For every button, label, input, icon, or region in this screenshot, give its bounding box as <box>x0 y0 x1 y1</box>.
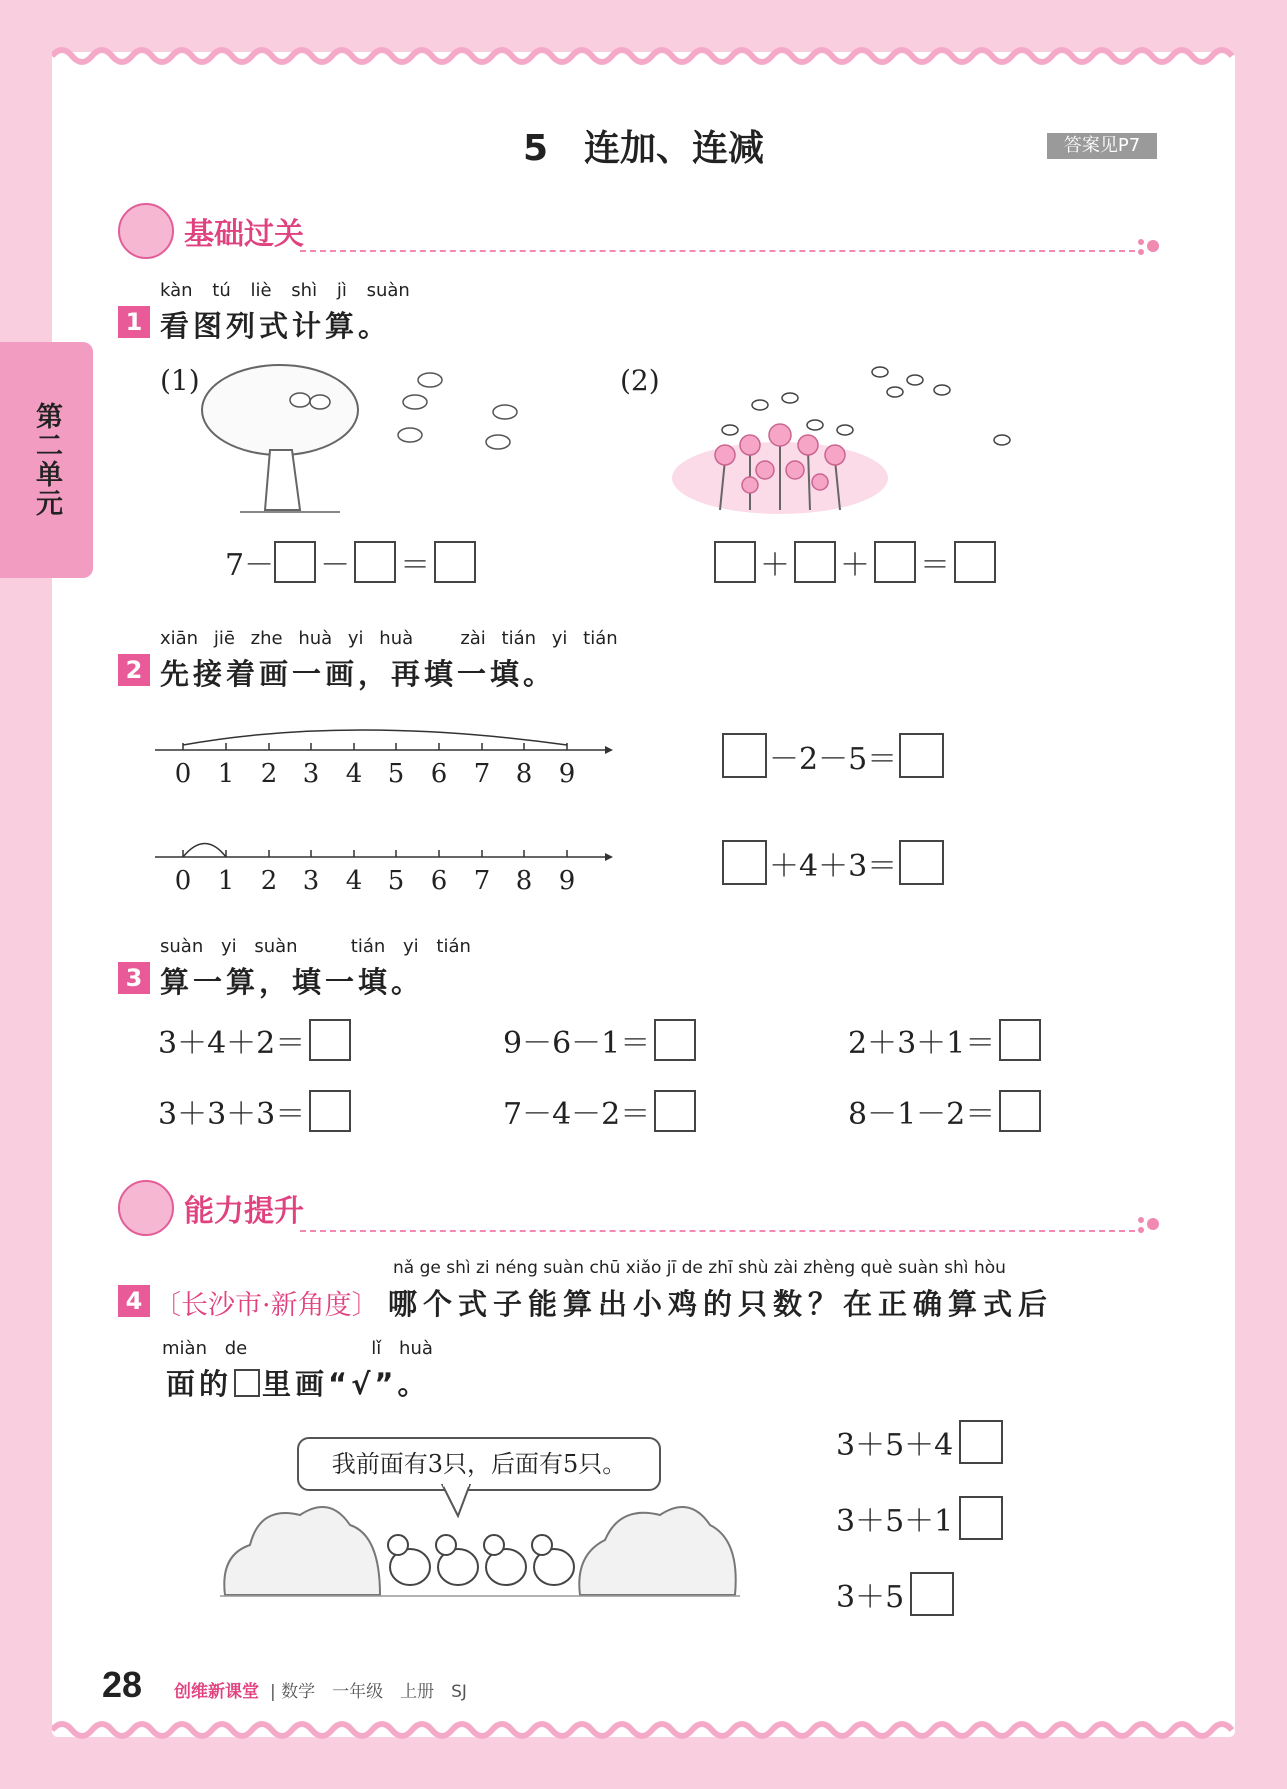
unit-side-tab <box>0 342 93 578</box>
answer-box[interactable] <box>999 1090 1041 1132</box>
q1-text: 看图列式计算。 <box>160 309 392 343</box>
footer-info: | 数学 一年级 上册 SJ <box>270 1682 467 1702</box>
q3-text: 算一算，填一填。 <box>160 965 425 999</box>
tick-label: 9 <box>558 759 576 789</box>
check-box[interactable] <box>910 1572 954 1616</box>
tick-label: 3 <box>302 866 320 896</box>
q4-option-3: 3＋5 <box>836 1572 954 1616</box>
mascot-icon <box>118 203 174 259</box>
q3-number: 3 <box>118 962 150 994</box>
q3-item-2: 9－6－1＝ <box>503 1018 696 1062</box>
tick-label: 0 <box>174 759 192 789</box>
q3-item-5: 7－4－2＝ <box>503 1089 696 1133</box>
answer-box[interactable] <box>722 733 767 778</box>
q1-number: 1 <box>118 306 150 338</box>
tick-label: 8 <box>515 866 533 896</box>
q4-option-1: 3＋5＋4 <box>836 1420 1003 1464</box>
q1-pinyin: kàn tú liè shì jì suàn <box>160 280 410 301</box>
tick-label: 2 <box>260 759 278 789</box>
q2-pinyin: xiān jiē zhe huà yi huà zài tián yi tián <box>160 628 618 649</box>
footer-brand: 创维新课堂 <box>174 1682 259 1702</box>
q3-pinyin: suàn yi suàn tián yi tián <box>160 936 471 957</box>
tick-label: 9 <box>558 866 576 896</box>
section-divider <box>300 250 1135 252</box>
q3-item-1: 3＋4＋2＝ <box>158 1018 351 1062</box>
section-divider <box>300 1230 1135 1232</box>
inline-box-icon <box>234 1369 260 1397</box>
number-line-2 <box>155 822 615 912</box>
answer-box[interactable] <box>954 541 996 583</box>
answer-box[interactable] <box>874 541 916 583</box>
unit-label: 第二单元 <box>31 402 62 518</box>
tree-birds-illustration <box>200 360 530 520</box>
speech-bubble: 我前面有3只，后面有5只。 <box>297 1437 661 1491</box>
tick-label: 6 <box>430 866 448 896</box>
number-line-1 <box>155 715 615 805</box>
q1-equation-1: 7－ － ＝ <box>225 540 476 584</box>
q2-text: 先接着画一画，再填一填。 <box>160 657 557 691</box>
tick-label: 3 <box>302 759 320 789</box>
chicks-bushes-illustration <box>220 1495 740 1605</box>
dots-decoration-icon <box>1135 236 1165 260</box>
tick-label: 7 <box>473 759 491 789</box>
tick-label: 1 <box>217 759 235 789</box>
tick-label: 2 <box>260 866 278 896</box>
answer-box[interactable] <box>354 541 396 583</box>
q3-item-3: 2＋3＋1＝ <box>848 1018 1041 1062</box>
answer-box[interactable] <box>309 1019 351 1061</box>
q2-equation-1: －2－5＝ <box>722 733 944 778</box>
tick-label: 6 <box>430 759 448 789</box>
answer-reference: 答案见P7 <box>1047 133 1157 159</box>
answer-box[interactable] <box>714 541 756 583</box>
q2-equation-2: ＋4＋3＝ <box>722 840 944 885</box>
check-box[interactable] <box>959 1420 1003 1464</box>
q4-pinyin-line2: miàn de lǐ huà <box>162 1338 433 1359</box>
answer-box[interactable] <box>434 541 476 583</box>
q1-sub1-label: (1) <box>160 364 200 397</box>
dots-decoration-icon <box>1135 1214 1165 1238</box>
q4-option-2: 3＋5＋1 <box>836 1496 1003 1540</box>
answer-box[interactable] <box>722 840 767 885</box>
top-wave-border <box>52 44 1235 68</box>
q3-item-6: 8－1－2＝ <box>848 1089 1041 1133</box>
tick-label: 5 <box>387 759 405 789</box>
q4-line2: 面的 里画“√”。 <box>166 1367 431 1401</box>
section-basic-title: 基础过关 <box>184 217 304 252</box>
q4-line1: 哪个式子能算出小鸡的只数？在正确算式后 <box>388 1287 1054 1321</box>
answer-box[interactable] <box>654 1019 696 1061</box>
section-basic-header <box>118 203 304 259</box>
answer-box[interactable] <box>274 541 316 583</box>
q4-region-tag: 〔长沙市·新角度〕 <box>154 1290 379 1321</box>
mascot-icon <box>118 1180 174 1236</box>
answer-box[interactable] <box>999 1019 1041 1061</box>
answer-box[interactable] <box>794 541 836 583</box>
tick-label: 8 <box>515 759 533 789</box>
q2-number: 2 <box>118 654 150 686</box>
tick-label: 0 <box>174 866 192 896</box>
q1-equation-2: ＋ ＋ ＝ <box>714 540 996 584</box>
tick-label: 4 <box>345 866 363 896</box>
tick-label: 4 <box>345 759 363 789</box>
page-number: 28 <box>102 1664 143 1705</box>
tick-label: 7 <box>473 866 491 896</box>
answer-box[interactable] <box>899 840 944 885</box>
q4-pinyin-line1: nǎ ge shì zi néng suàn chū xiǎo jī de zhī shù zài zhèng què suàn shì hòu <box>393 1258 1006 1278</box>
check-box[interactable] <box>959 1496 1003 1540</box>
tick-label: 5 <box>387 866 405 896</box>
section-advanced-title: 能力提升 <box>184 1194 304 1229</box>
q1-sub2-label: (2) <box>620 364 660 397</box>
answer-box[interactable] <box>899 733 944 778</box>
bottom-wave-border <box>52 1718 1235 1742</box>
section-advanced-header <box>118 1180 304 1236</box>
tick-label: 1 <box>217 866 235 896</box>
answer-box[interactable] <box>309 1090 351 1132</box>
page-title: 5 连加、连减 <box>522 128 765 169</box>
flowers-bees-illustration <box>670 360 1030 520</box>
answer-box[interactable] <box>654 1090 696 1132</box>
q4-number: 4 <box>118 1285 150 1317</box>
q3-item-4: 3＋3＋3＝ <box>158 1089 351 1133</box>
